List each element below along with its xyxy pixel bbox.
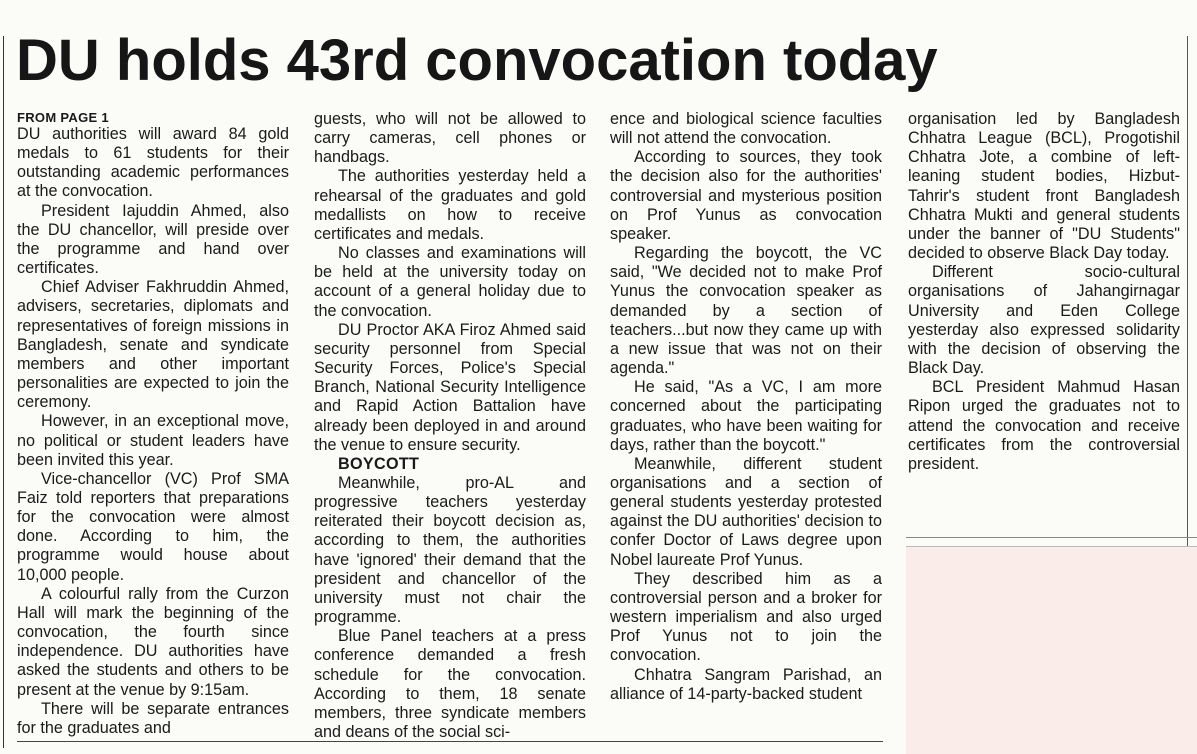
paragraph: He said, "As a VC, I am more concerned about the participating graduates, who have been waiting for days, rather than the boycott." xyxy=(610,378,882,454)
paragraph: Regarding the boycott, the VC said, "We decided not to make Prof Yunus the convocation speaker as demanded by a section of teachers...but now they came up with a new issue that was not on their agenda." xyxy=(610,244,882,378)
adjacent-box xyxy=(906,546,1197,754)
paragraph: Chief Adviser Fakhruddin Ahmed, advisers, secretaries, diplomats and representatives of foreign missions in Bangladesh, senate and syndicate members and other important personalities are expected to join the ceremony. xyxy=(17,278,289,412)
paragraph: organisation led by Bangladesh Chhatra League (BCL), Progotishil Chhatra Jote, a combine of left-leaning student bodies, Hizbut-Tahrir's student front Bangladesh Chhatra Mukti and general students under the banner of "DU Students" decided to observe Black Day today. xyxy=(908,110,1180,263)
subhead-boycott: BOYCOTT xyxy=(338,454,420,473)
headline: DU holds 43rd convocation today xyxy=(16,28,938,93)
paragraph: They described him as a controversial person and a broker for western imperialism and also urged Prof Yunus not to join the convocation. xyxy=(610,569,882,665)
paragraph: Meanwhile, pro-AL and progressive teachers yesterday reiterated their boycott decision as, according to them, the authorities have 'ignored' their demand that the president and chancellor of the university must not chair the programme. xyxy=(314,473,586,627)
kicker: FROM PAGE 1 xyxy=(17,110,109,125)
paragraph: Vice-chancellor (VC) Prof SMA Faiz told reporters that preparations for the convocation were almost done. According to him, the programme would house about 10,000 people. xyxy=(17,469,289,584)
paragraph: Different socio-cultural organisations of Jahangirnagar University and Eden College yesterday also expressed solidarity with the decision of observing the Black Day. xyxy=(908,263,1180,378)
paragraph: There will be separate entrances for the graduates and xyxy=(17,699,289,737)
paragraph: ence and biological science faculties will not attend the convocation. xyxy=(610,110,882,148)
paragraph: President Iajuddin Ahmed, also the DU chancellor, will preside over the programme and hand over certificates. xyxy=(17,201,289,278)
paragraph: According to sources, they took the decision also for the authorities' controversial and mysterious position on Prof Yunus as convocation speaker. xyxy=(610,148,882,243)
paragraph: Meanwhile, different student organisations and a section of general students yesterday protested against the DU authorities' decision to confer Doctor of Laws degree upon Nobel laureate Prof Yunus. xyxy=(610,454,882,569)
paragraph: Blue Panel teachers at a press conference demanded a fresh schedule for the convocation. According to them, 18 senate members, three syndicate members and deans of the social sci- xyxy=(314,627,586,741)
column-4 xyxy=(908,110,1180,474)
box-divider xyxy=(906,537,1197,538)
bottom-rule xyxy=(17,741,883,742)
paragraph: DU Proctor AKA Firoz Ahmed said security personnel from Special Security Forces, Police's Special Branch, National Security Intelligence and Rapid Action Battalion have already been deployed in and around the venue to ensure security. xyxy=(314,320,586,454)
paragraph: Chhatra Sangram Parishad, an alliance of 14-party-backed student xyxy=(610,665,882,703)
paragraph: However, in an exceptional move, no political or student leaders have been invited this year. xyxy=(17,412,289,469)
left-column-rule xyxy=(3,36,4,748)
column-1 xyxy=(17,110,289,738)
paragraph: guests, who will not be allowed to carry cameras, cell phones or handbags. xyxy=(314,110,586,167)
column-2 xyxy=(314,110,586,742)
column-3 xyxy=(610,110,882,704)
paragraph: The authorities yesterday held a rehearsal of the graduates and gold medallists on how to receive certificates and medals. xyxy=(314,167,586,243)
paragraph: DU authorities will award 84 gold medals to 61 students for their outstanding academic performances at the convocation. xyxy=(17,125,289,201)
paragraph: A colourful rally from the Curzon Hall will mark the beginning of the convocation, the fourth since independence. DU authorities have asked the students and others to be present at the venue by 9:15am. xyxy=(17,584,289,699)
paragraph: No classes and examinations will be held at the university today on account of a general holiday due to the convocation. xyxy=(314,244,586,320)
paragraph: BCL President Mahmud Hasan Ripon urged the graduates not to attend the convocation and receive certificates from the controversial president. xyxy=(908,378,1180,473)
right-column-rule xyxy=(1187,36,1188,556)
